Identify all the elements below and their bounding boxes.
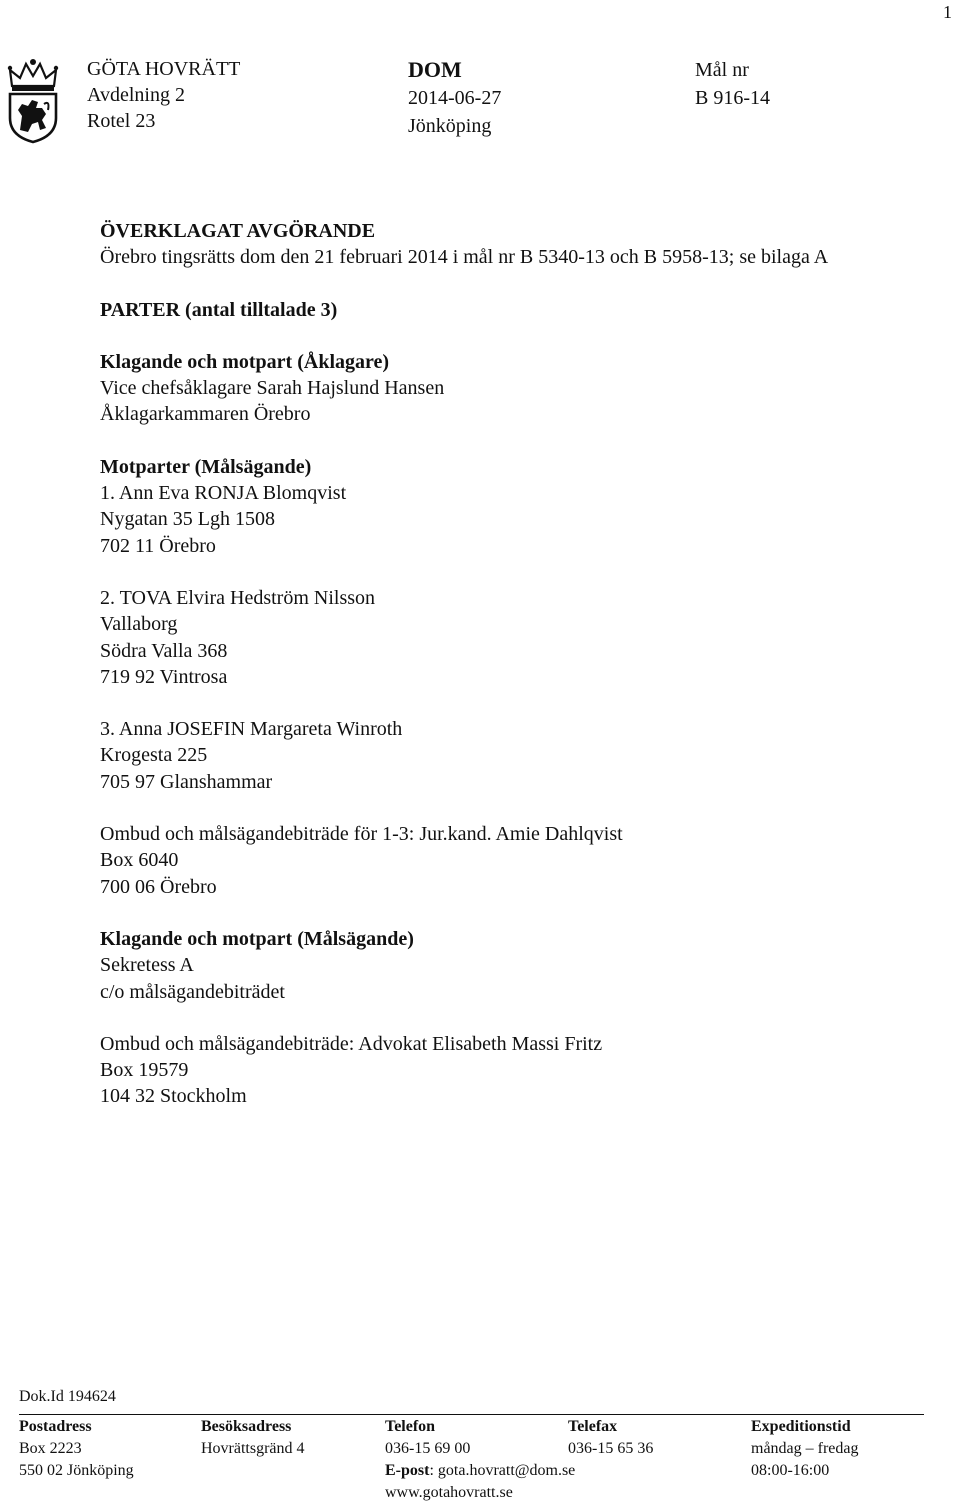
counterparty-name: 1. Ann Eva RONJA Blomqvist xyxy=(100,482,347,505)
appealed-section xyxy=(100,218,920,271)
court-name: GÖTA HOVRÄTT xyxy=(87,58,241,80)
counsel-2-postal: 104 32 Stockholm xyxy=(100,1085,247,1108)
prosecutor-section xyxy=(100,349,920,428)
email-label: E-post xyxy=(385,1462,430,1479)
hours-label: Expeditionstid xyxy=(751,1418,851,1435)
phone-label: Telefon xyxy=(385,1418,436,1435)
court-block xyxy=(87,56,240,134)
parties-section xyxy=(100,297,920,323)
footer-fax-column xyxy=(568,1416,653,1460)
visit-label: Besöksadress xyxy=(201,1418,292,1435)
prosecutor-office: Åklagarkammaren Örebro xyxy=(100,403,311,426)
counsel-2-box: Box 19579 xyxy=(100,1059,189,1082)
injured-section xyxy=(100,926,920,1005)
fax-value: 036-15 65 36 xyxy=(568,1440,654,1457)
injured-heading: Klagande och motpart (Målsägande) xyxy=(100,927,414,950)
counterparty-1 xyxy=(100,454,920,559)
postal-city: 550 02 Jönköping xyxy=(19,1462,134,1479)
counterparty-3 xyxy=(100,716,920,795)
counterparty-name: 3. Anna JOSEFIN Margareta Winroth xyxy=(100,718,403,741)
appealed-text: Örebro tingsrätts dom den 21 februari 2014 i mål nr B 5340-13 och B 5958-13; se bilaga A xyxy=(100,246,829,269)
counterparty-address: Krogesta 225 xyxy=(100,744,208,767)
counsel-1-postal: 700 06 Örebro xyxy=(100,875,217,898)
hours-days: måndag – fredag xyxy=(751,1440,859,1457)
hours-time: 08:00-16:00 xyxy=(751,1462,830,1479)
email-line xyxy=(385,1460,575,1482)
footer-hours-column xyxy=(751,1416,859,1482)
case-block xyxy=(695,56,770,112)
case-label: Mål nr xyxy=(695,59,749,81)
counterparty-postal: 719 92 Vintrosa xyxy=(100,665,228,688)
counterparty-postal: 702 11 Örebro xyxy=(100,534,216,557)
injured-name: Sekretess A xyxy=(100,954,194,977)
judgment-city: Jönköping xyxy=(408,115,492,137)
prosecutor-heading: Klagande och motpart (Åklagare) xyxy=(100,350,390,373)
parties-heading: PARTER (antal tilltalade 3) xyxy=(100,298,338,321)
counsel-1-name: Ombud och målsägandebiträde för 1-3: Jur.kand. Amie Dahlqvist xyxy=(100,823,623,846)
website-link[interactable]: www.gotahovratt.se xyxy=(385,1484,513,1501)
coat-of-arms-icon xyxy=(4,56,62,144)
visit-address: Hovrättsgränd 4 xyxy=(201,1440,305,1457)
postal-label: Postadress xyxy=(19,1418,92,1435)
document-id: Dok.Id 194624 xyxy=(19,1388,116,1405)
document-type: DOM xyxy=(408,57,462,82)
phone-value: 036-15 69 00 xyxy=(385,1440,471,1457)
counterparty-postal: 705 97 Glanshammar xyxy=(100,770,273,793)
footer-divider xyxy=(19,1414,924,1415)
court-rotel: Rotel 23 xyxy=(87,110,156,132)
footer-postal-column xyxy=(19,1416,134,1482)
counterparty-2 xyxy=(100,585,920,690)
counsel-1-box: Box 6040 xyxy=(100,849,179,872)
counterparty-address: Nygatan 35 Lgh 1508 xyxy=(100,508,275,531)
footer-phone-column xyxy=(385,1416,575,1504)
judgment-date: 2014-06-27 xyxy=(408,87,502,109)
footer-visit-column xyxy=(201,1416,305,1460)
page-number: 1 xyxy=(943,2,952,22)
document-body xyxy=(100,218,920,1136)
counterparties-heading: Motparter (Målsägande) xyxy=(100,455,312,478)
counterparty-address: Vallaborg xyxy=(100,613,178,636)
counterparty-name: 2. TOVA Elvira Hedström Nilsson xyxy=(100,586,376,609)
counsel-1-section xyxy=(100,821,920,900)
counsel-2-section xyxy=(100,1031,920,1110)
judgment-block xyxy=(408,56,501,140)
injured-care-of: c/o målsägandebiträdet xyxy=(100,980,285,1003)
email-link[interactable]: : gota.hovratt@dom.se xyxy=(429,1462,576,1479)
case-number: B 916-14 xyxy=(695,87,770,109)
appealed-heading: ÖVERKLAGAT AVGÖRANDE xyxy=(100,220,376,242)
fax-label: Telefax xyxy=(568,1418,618,1435)
postal-box: Box 2223 xyxy=(19,1440,82,1457)
counterparty-address: Södra Valla 368 xyxy=(100,639,228,662)
court-division: Avdelning 2 xyxy=(87,84,185,106)
prosecutor-name: Vice chefsåklagare Sarah Hajslund Hansen xyxy=(100,377,445,400)
counsel-2-name: Ombud och målsägandebiträde: Advokat Elisabeth Massi Fritz xyxy=(100,1032,603,1055)
